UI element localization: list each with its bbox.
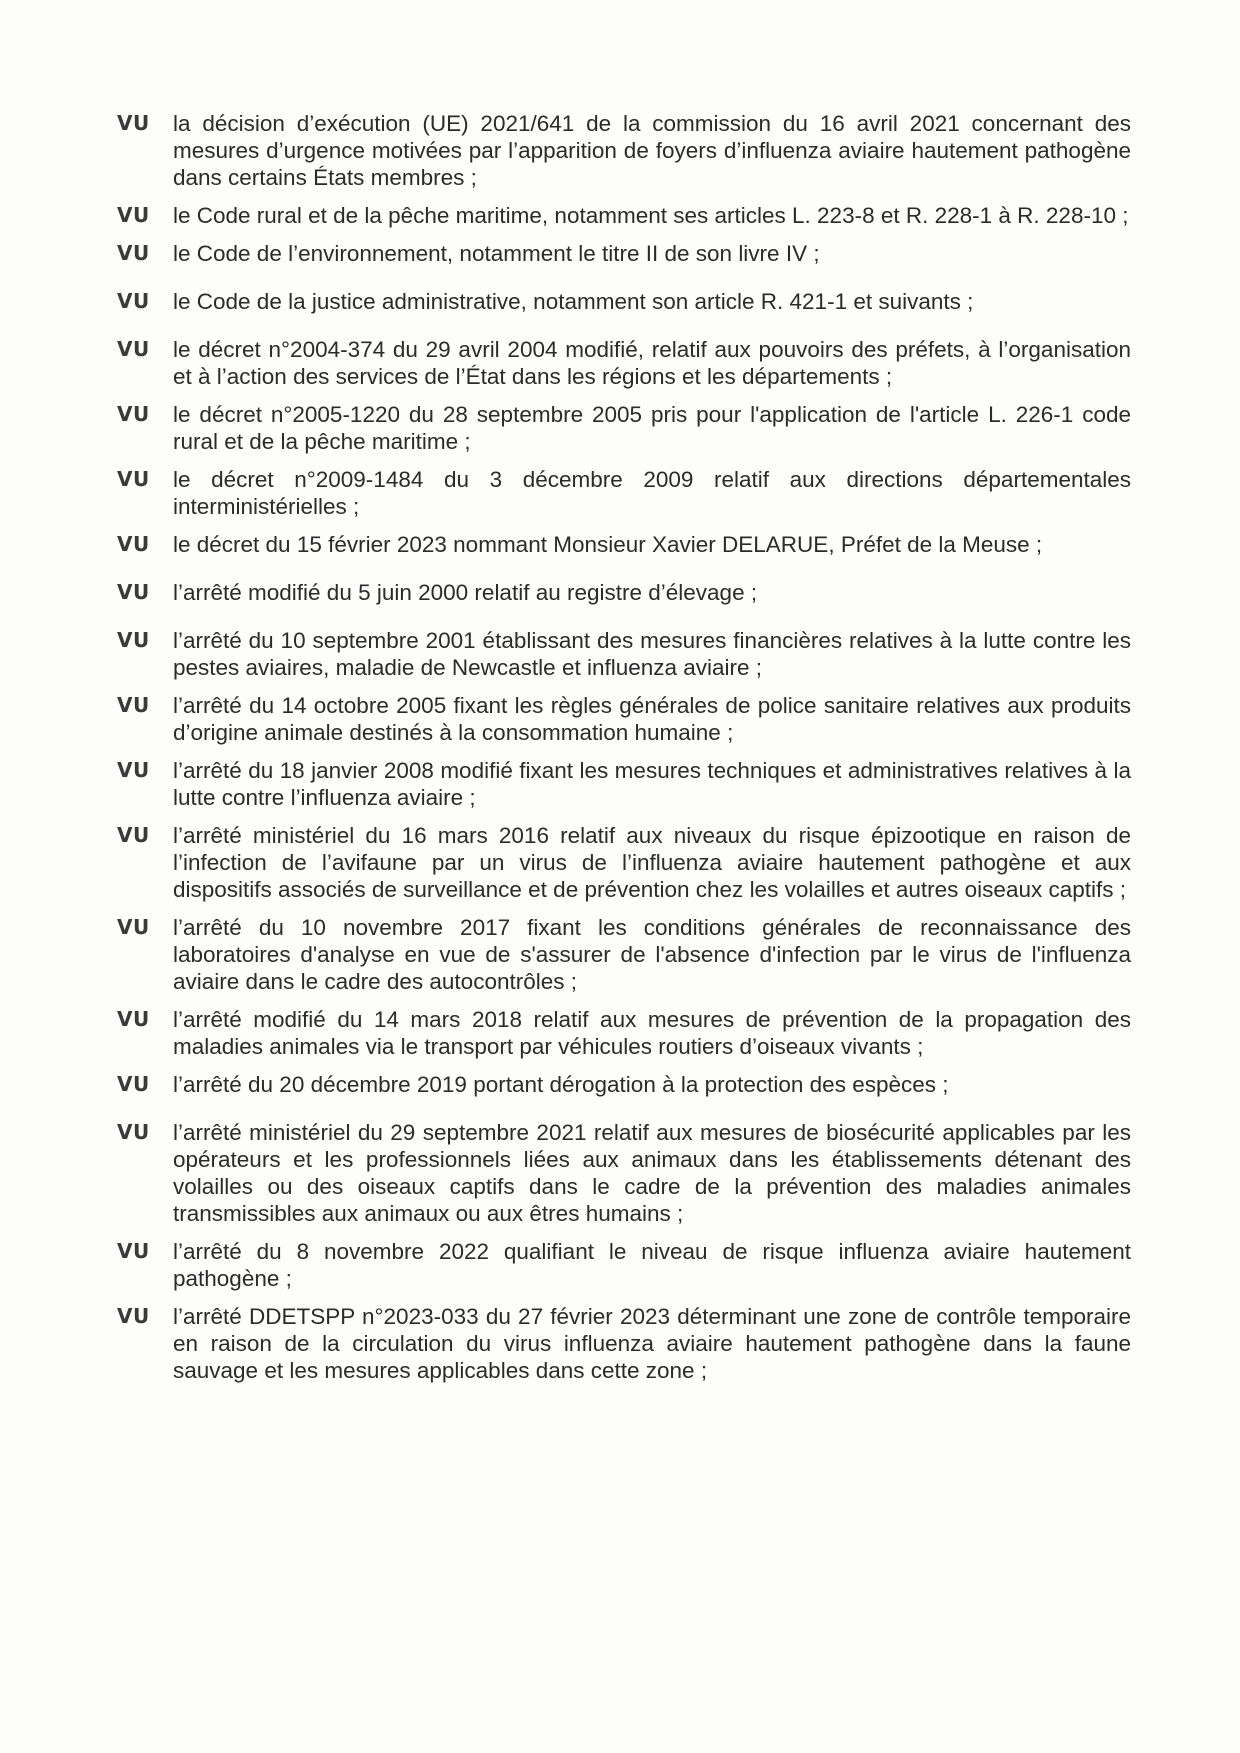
visa-list [117, 110, 1131, 1384]
visa-item [117, 822, 1131, 903]
visa-item [117, 240, 1131, 267]
visa-text: l’arrêté du 18 janvier 2008 modifié fixant les mesures techniques et administratives relatives à la lutte contre l’influenza aviaire ; [173, 758, 1131, 810]
visa-text: la décision d’exécution (UE) 2021/641 de la commission du 16 avril 2021 concernant des mesures d’urgence motivées par l’apparition de foyers d’influenza aviaire hautement pathogène dans certains États membres ; [173, 111, 1131, 190]
visa-item [117, 466, 1131, 520]
vu-label: VU [117, 628, 150, 652]
visa-text: le décret du 15 février 2023 nommant Monsieur Xavier DELARUE, Préfet de la Meuse ; [173, 532, 1043, 557]
vu-label: VU [117, 1007, 150, 1031]
vu-label: VU [117, 1239, 150, 1263]
visa-item [117, 401, 1131, 455]
vu-label: VU [117, 289, 150, 313]
visa-item [117, 1119, 1131, 1227]
visa-text: le Code rural et de la pêche maritime, notamment ses articles L. 223-8 et R. 228-1 à R. 228-10 ; [173, 203, 1129, 228]
visa-item [117, 1238, 1131, 1292]
visa-item [117, 914, 1131, 995]
visa-text: l’arrêté modifié du 5 juin 2000 relatif au registre d’élevage ; [173, 580, 758, 605]
vu-label: VU [117, 823, 150, 847]
visa-text: l’arrêté du 10 novembre 2017 fixant les conditions générales de reconnaissance des laboratoires d'analyse en vue de s'assurer de l'absence d'infection par le virus de l'influenza aviaire dans le cadre des autocontrôles ; [173, 915, 1131, 994]
vu-label: VU [117, 467, 150, 491]
visa-item [117, 1303, 1131, 1384]
visa-item [117, 757, 1131, 811]
visa-text: le décret n°2009-1484 du 3 décembre 2009 relatif aux directions départementales interministérielles ; [173, 467, 1131, 519]
visa-item [117, 692, 1131, 746]
vu-label: VU [117, 693, 150, 717]
visa-item [117, 288, 1131, 315]
visa-text: l’arrêté modifié du 14 mars 2018 relatif aux mesures de prévention de la propagation des maladies animales via le transport par véhicules routiers d’oiseaux vivants ; [173, 1007, 1131, 1059]
vu-label: VU [117, 111, 150, 135]
vu-label: VU [117, 337, 150, 361]
visa-text: l’arrêté du 14 octobre 2005 fixant les règles générales de police sanitaire relatives aux produits d’origine animale destinés à la consommation humaine ; [173, 693, 1131, 745]
vu-label: VU [117, 532, 150, 556]
visa-item [117, 1071, 1131, 1098]
vu-label: VU [117, 915, 150, 939]
visa-item [117, 1006, 1131, 1060]
visa-text: l’arrêté ministériel du 29 septembre 2021 relatif aux mesures de biosécurité applicables par les opérateurs et les professionnels liées aux animaux dans les établissements détenant des volailles ou des oiseaux captifs dans le cadre de la prévention des maladies animales transmissibles aux animaux ou aux êtres humains ; [173, 1120, 1131, 1226]
visa-text: l’arrêté DDETSPP n°2023-033 du 27 février 2023 déterminant une zone de contrôle temporaire en raison de la circulation du virus influenza aviaire hautement pathogène dans la faune sauvage et les mesures applicables dans cette zone ; [173, 1304, 1131, 1383]
visa-item [117, 627, 1131, 681]
vu-label: VU [117, 1304, 150, 1328]
visa-text: le décret n°2005-1220 du 28 septembre 2005 pris pour l'application de l'article L. 226-1 code rural et de la pêche maritime ; [173, 402, 1131, 454]
visa-item [117, 531, 1131, 558]
visa-text: l’arrêté du 20 décembre 2019 portant dérogation à la protection des espèces ; [173, 1072, 949, 1097]
visa-text: le Code de l’environnement, notamment le titre II de son livre IV ; [173, 241, 820, 266]
vu-label: VU [117, 1072, 150, 1096]
vu-label: VU [117, 402, 150, 426]
visa-text: l’arrêté du 10 septembre 2001 établissant des mesures financières relatives à la lutte contre les pestes aviaires, maladie de Newcastle et influenza aviaire ; [173, 628, 1131, 680]
vu-label: VU [117, 203, 150, 227]
vu-label: VU [117, 580, 150, 604]
visa-text: l’arrêté du 8 novembre 2022 qualifiant le niveau de risque influenza aviaire hautement pathogène ; [173, 1239, 1131, 1291]
visa-text: le décret n°2004-374 du 29 avril 2004 modifié, relatif aux pouvoirs des préfets, à l’organisation et à l’action des services de l’État dans les régions et les départements ; [173, 337, 1131, 389]
visa-item [117, 336, 1131, 390]
vu-label: VU [117, 1120, 150, 1144]
vu-label: VU [117, 241, 150, 265]
visa-item [117, 110, 1131, 191]
visa-item [117, 579, 1131, 606]
visa-text: le Code de la justice administrative, notamment son article R. 421-1 et suivants ; [173, 289, 974, 314]
vu-label: VU [117, 758, 150, 782]
visa-item [117, 202, 1131, 229]
visa-text: l’arrêté ministériel du 16 mars 2016 relatif aux niveaux du risque épizootique en raison de l’infection de l’avifaune par un virus de l’influenza aviaire hautement pathogène et aux dispositifs associés de surveillance et de prévention chez les volailles et autres oiseaux captifs ; [173, 823, 1131, 902]
